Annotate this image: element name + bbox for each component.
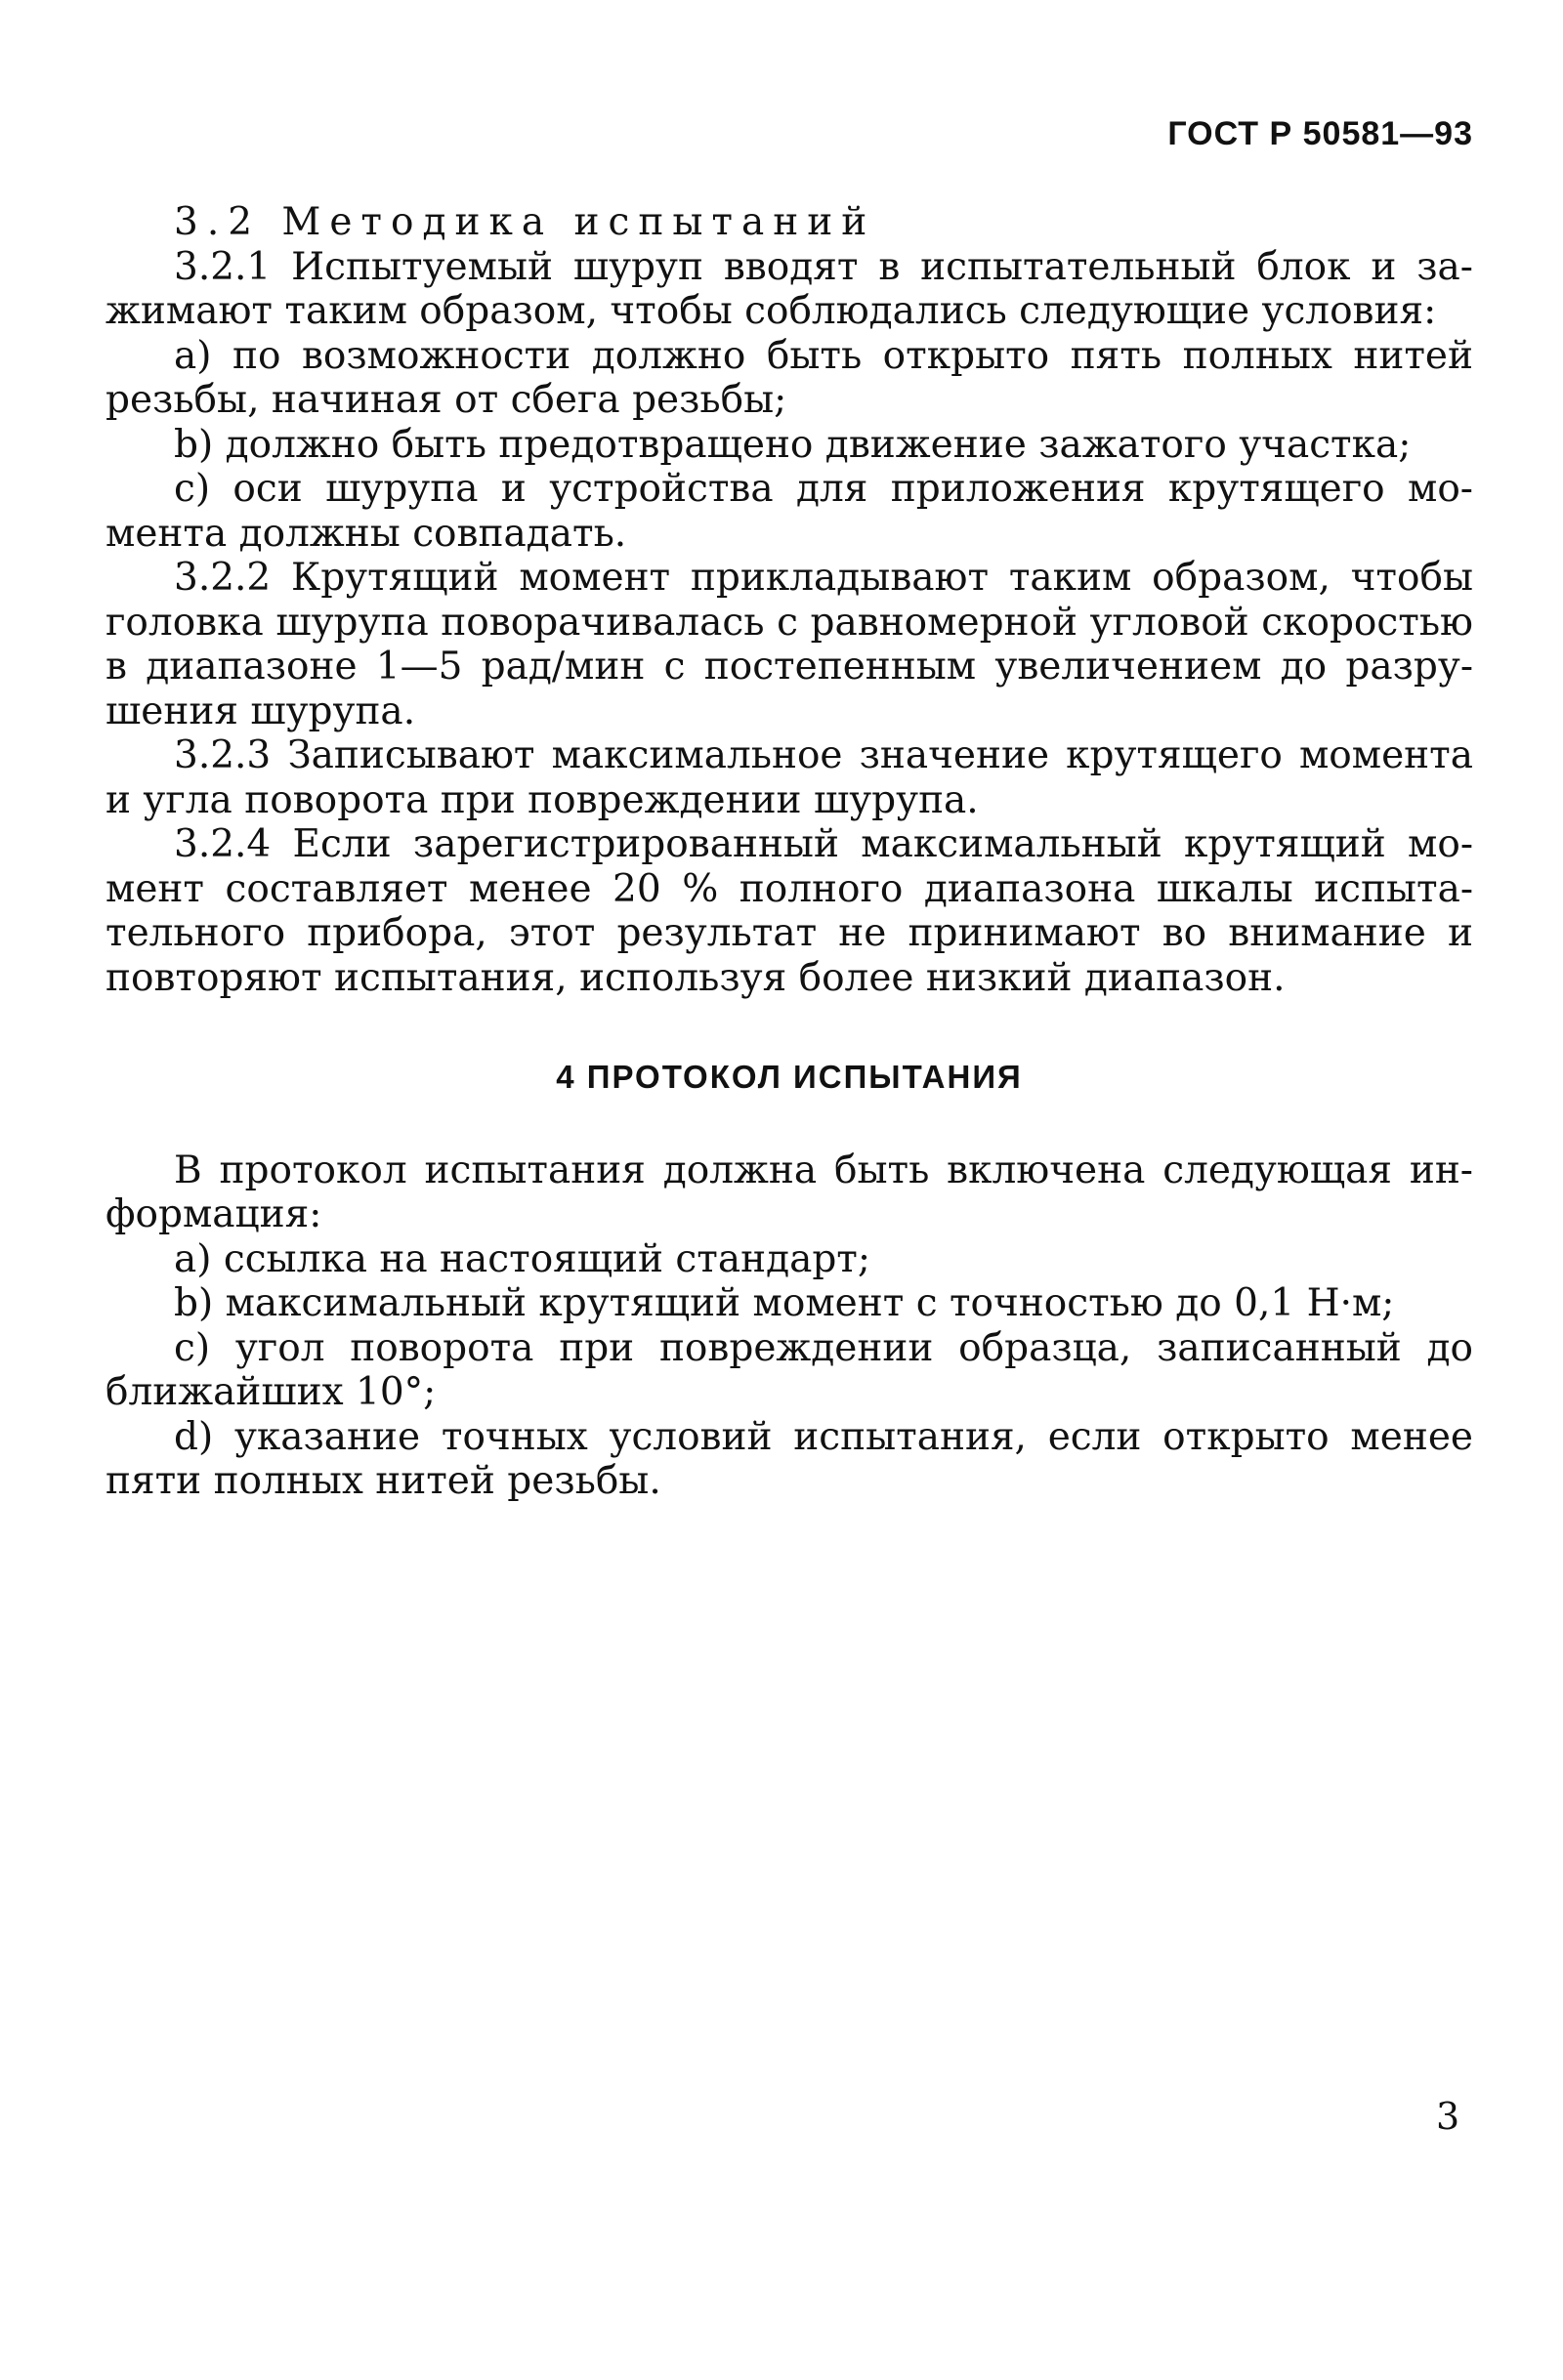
paragraph-line: 3.2.3 Записывают максимальное значение крутящего момента [174, 733, 1473, 777]
protocol-item-d [106, 1415, 1473, 1504]
paragraph-line: d) указание точных условий испытания, если открыто менее [174, 1414, 1473, 1459]
section-4-intro [106, 1148, 1473, 1237]
paragraph-line: c) угол поворота при повреждении образца, записанный до [174, 1325, 1473, 1370]
document-id-header: ГОСТ Р 50581—93 [1167, 115, 1473, 152]
protocol-item-c [106, 1326, 1473, 1415]
paragraph-line: формация: [106, 1192, 322, 1236]
condition-item-c [106, 467, 1473, 556]
condition-item-a [106, 334, 1473, 423]
document-body [106, 200, 1473, 1504]
paragraph-line: жимают таким образом, чтобы соблюдались следующие условия: [106, 289, 1437, 333]
section-3-2-title: 3.2 Методика испытаний [174, 200, 876, 244]
paragraph-line: шения шурупа. [106, 689, 416, 733]
paragraph-3-2-1 [106, 245, 1473, 334]
page-number: 3 [1436, 2095, 1460, 2138]
paragraph-line: резьбы, начиная от сбега резьбы; [106, 378, 787, 422]
paragraph-line: мента должны совпадать. [106, 511, 627, 556]
paragraph-line: 3.2.4 Если зарегистрированный максимальный крутящий мо- [174, 822, 1473, 866]
paragraph-line: повторяют испытания, используя более низкий диапазон. [106, 955, 1286, 1000]
paragraph-line: ближайших 10°; [106, 1370, 437, 1414]
paragraph-line: a) по возможности должно быть открыто пять полных нитей [174, 333, 1473, 378]
paragraph-line: В протокол испытания должна быть включена следующая ин- [174, 1148, 1473, 1192]
paragraph-3-2-2 [106, 556, 1473, 733]
protocol-item-a [106, 1237, 1473, 1282]
paragraph-line: мент составляет менее 20 % полного диапазона шкалы испыта- [106, 866, 1473, 911]
paragraph-line: и угла поворота при повреждении шурупа. [106, 777, 979, 822]
paragraph-line: пяти полных нитей резьбы. [106, 1459, 661, 1503]
paragraph-line: 3.2.1 Испытуемый шуруп вводят в испытательный блок и за- [174, 244, 1473, 289]
paragraph-line: c) оси шурупа и устройства для приложения крутящего мо- [174, 467, 1473, 511]
section-4-heading: 4 ПРОТОКОЛ ИСПЫТАНИЯ [556, 1059, 1023, 1095]
paragraph-line: 3.2.2 Крутящий момент прикладывают таким образом, чтобы [174, 556, 1473, 600]
paragraph-3-2-3 [106, 733, 1473, 822]
paragraph-line: головка шурупа поворачивалась с равномерной угловой скоростью [106, 600, 1473, 645]
paragraph-line: b) должно быть предотвращено движение зажатого участка; [174, 422, 1412, 467]
paragraph-line: b) максимальный крутящий момент с точностью до 0,1 Н·м; [174, 1281, 1395, 1325]
paragraph-3-2-4 [106, 822, 1473, 1000]
paragraph-line: тельного прибора, этот результат не принимают во внимание и [106, 911, 1473, 955]
paragraph-line: a) ссылка на настоящий стандарт; [174, 1236, 871, 1281]
paragraph-line: в диапазоне 1—5 рад/мин с постепенным увеличением до разру- [106, 645, 1473, 689]
protocol-item-b [106, 1281, 1473, 1326]
condition-item-b [106, 423, 1473, 468]
